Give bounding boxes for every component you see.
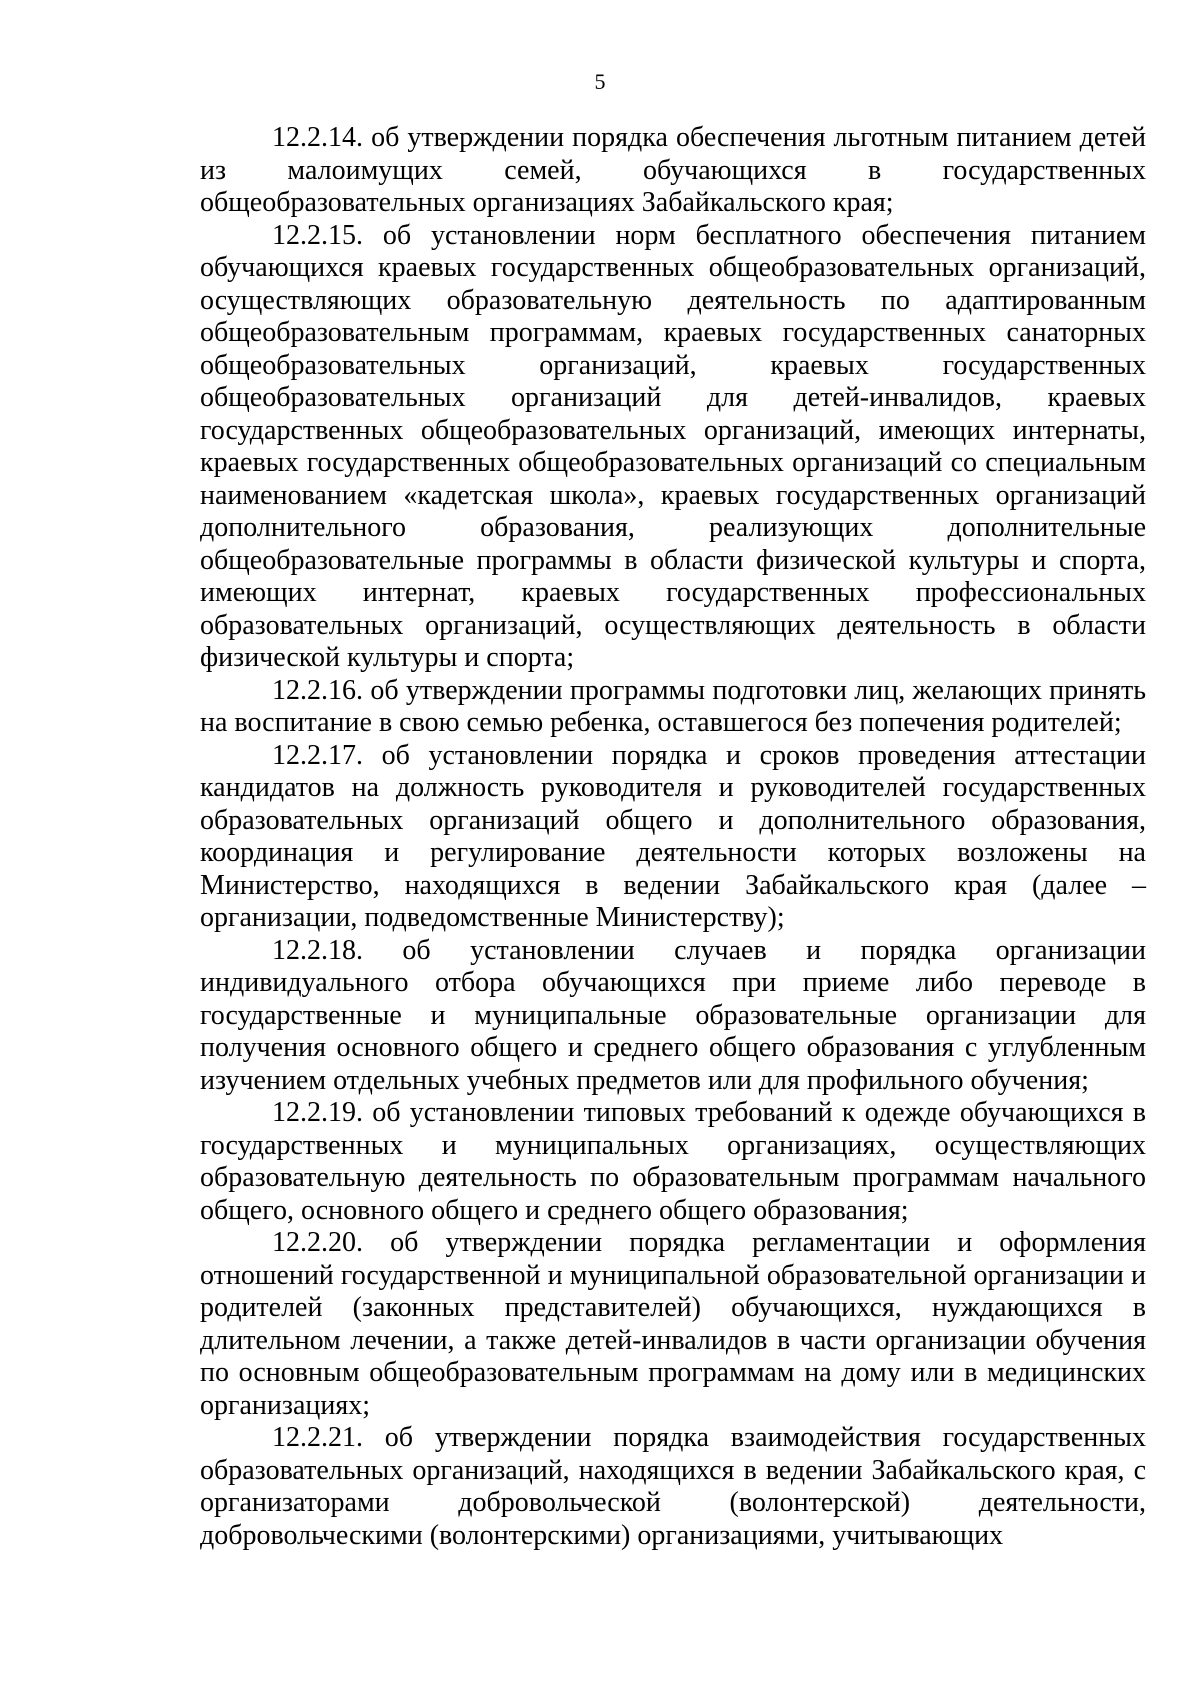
document-body xyxy=(200,122,1146,1552)
paragraph-12-2-16: 12.2.16. об утверждении программы подготовки лиц, желающих принять на воспитание в свою семью ребенка, оставшегося без попечения родителей; xyxy=(200,674,1146,738)
paragraph-12-2-15: 12.2.15. об установлении норм бесплатного обеспечения питанием обучающихся краевых государственных общеобразовательных организаций, осуществляющих образовательную деятельность по адаптированным общеобразовательным программам, краевых государственных санаторных общеобразовательных организаций, краевых государственных общеобразовательных организаций для детей-инвалидов, краевых государственных общеобразовательных организаций, имеющих интернаты, краевых государственных общеобразовательных организаций со специальным наименованием «кадетская школа», краевых государственных организаций дополнительного образования, реализующих дополнительные общеобразовательные программы в области физической культуры и спорта, имеющих интернат, краевых государственных профессиональных образовательных организаций, осуществляющих деятельность в области физической культуры и спорта; xyxy=(200,219,1146,673)
paragraph-12-2-18: 12.2.18. об установлении случаев и порядка организации индивидуального отбора обучающихся при приеме либо переводе в государственные и муниципальные образовательные организации для получения основного общего и среднего общего образования с углубленным изучением отдельных учебных предметов или для профильного обучения; xyxy=(200,934,1146,1096)
page-number: 5 xyxy=(594,69,606,94)
paragraph-12-2-19: 12.2.19. об установлении типовых требований к одежде обучающихся в государственных и муниципальных организациях, осуществляющих образовательную деятельность по образовательным программам начального общего, основного общего и среднего общего образования; xyxy=(200,1097,1146,1226)
paragraph-12-2-21: 12.2.21. об утверждении порядка взаимодействия государственных образовательных организаций, находящихся в ведении Забайкальского края, с организаторами добровольческой (волонтерской) деятельности, добровольческими (волонтерскими) организациями, учитывающих xyxy=(200,1422,1146,1551)
paragraph-12-2-14: 12.2.14. об утверждении порядка обеспечения льготным питанием детей из малоимущих семей, обучающихся в государственных общеобразовательных организациях Забайкальского края; xyxy=(200,122,1146,218)
paragraph-12-2-20: 12.2.20. об утверждении порядка регламентации и оформления отношений государственной и муниципальной образовательной организации и родителей (законных представителей) обучающихся, нуждающихся в длительном лечении, а также детей-инвалидов в части организации обучения по основным общеобразовательным программам на дому или в медицинских организациях; xyxy=(200,1227,1146,1421)
paragraph-12-2-17: 12.2.17. об установлении порядка и сроков проведения аттестации кандидатов на должность руководителя и руководителей государственных образовательных организаций общего и дополнительного образования, координация и регулирование деятельности которых возложены на Министерство, находящихся в ведении Забайкальского края (далее – организации, подведомственные Министерству); xyxy=(200,739,1146,933)
